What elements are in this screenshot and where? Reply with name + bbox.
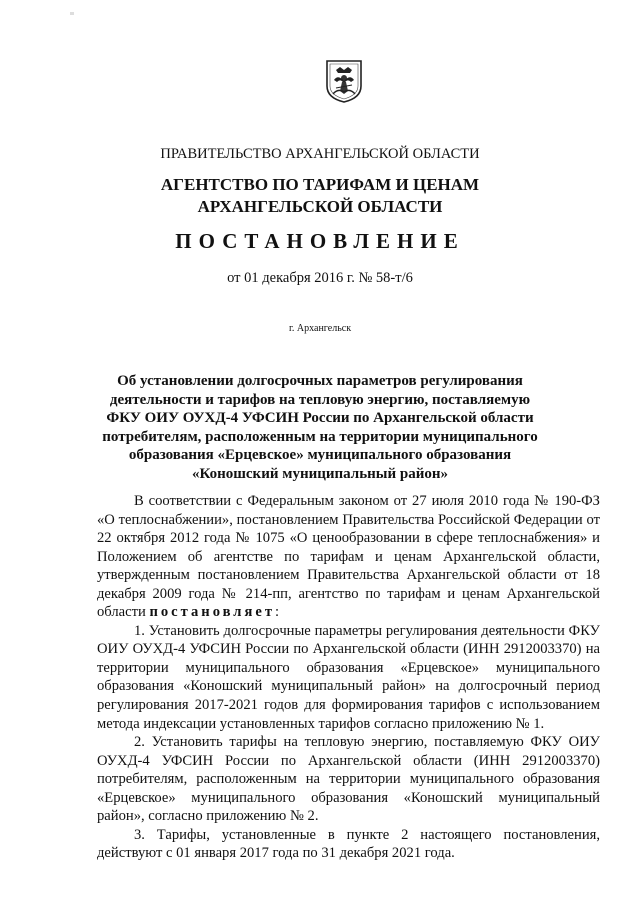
- agency-name: [0, 174, 640, 218]
- subject-line: «Коношский муниципальный район»: [191, 465, 449, 482]
- resolves-colon: :: [275, 604, 280, 621]
- item-paragraph: 2. Установить тарифы на тепловую энергию, поставляемую ФКУ ОИУ ОУХД-4 УФСИН России по Архангельской области (ИНН 2912003370) потребителям, расположенным на территории муниципального образования «Ерцевское» муниципального образования «Коношский муниципальный район», согласно приложению № 2.: [97, 734, 600, 825]
- item-paragraph: 1. Установить долгосрочные параметры регулирования деятельности ФКУ ОИУ ОУХД-4 УФСИН России по Архангельской области (ИНН 2912003370) на территории муниципального образования «Ерцевское» муниципального образования «Коношский муниципальный район» на долгосрочный период регулирования 2017-2021 годов для формирования тарифов с использованием метода индексации установленных тарифов согласно приложению № 1.: [97, 622, 600, 732]
- resolution-subject: [0, 372, 640, 484]
- item-paragraph: 3. Тарифы, установленные в пункте 2 настоящего постановления, действуют с 01 января 2017 года по 31 декабря 2021 года.: [97, 826, 600, 862]
- resolves-word: постановляет: [149, 604, 276, 621]
- document-type-title: ПОСТАНОВЛЕНИЕ: [175, 229, 465, 253]
- scan-speck: [70, 12, 74, 15]
- subject-line: деятельности и тарифов на тепловую энергию, поставляемую: [109, 391, 531, 408]
- resolution-body: [97, 492, 600, 863]
- subject-line: потребителям, расположенным на территории муниципального: [102, 428, 538, 445]
- agency-name-line: АРХАНГЕЛЬСКОЙ ОБЛАСТИ: [197, 197, 443, 216]
- subject-line: Об установлении долгосрочных параметров регулирования: [117, 373, 523, 389]
- coat-of-arms-icon: [324, 58, 364, 104]
- agency-name-line: АГЕНТСТВО ПО ТАРИФАМ И ЦЕНАМ: [160, 175, 480, 194]
- subject-line: ФКУ ОИУ ОУХД-4 УФСИН России по Архангельской области: [106, 410, 534, 427]
- subject-line: образования «Ерцевское» муниципального образования: [128, 447, 512, 464]
- government-name: ПРАВИТЕЛЬСТВО АРХАНГЕЛЬСКОЙ ОБЛАСТИ: [160, 146, 480, 162]
- preamble-paragraph: [97, 492, 600, 622]
- city-name: г. Архангельск: [288, 323, 352, 334]
- date-and-number: от 01 декабря 2016 г. № 58-т/6: [227, 270, 413, 286]
- preamble-text: В соответствии с Федеральным законом от 27 июля 2010 года № 190-ФЗ «О теплоснабжении», постановлением Правительства Российской Федерации от 22 октября 2012 года № 1075 «О ценообразовании в сфере теплоснабжения» и Положением об агентстве по тарифам и ценам Архангельской области, утвержденным постановлением Правительства Архангельской области от 18 декабря 2009 года № 214-пп, агентство по тарифам и ценам Архангельской области: [97, 493, 600, 621]
